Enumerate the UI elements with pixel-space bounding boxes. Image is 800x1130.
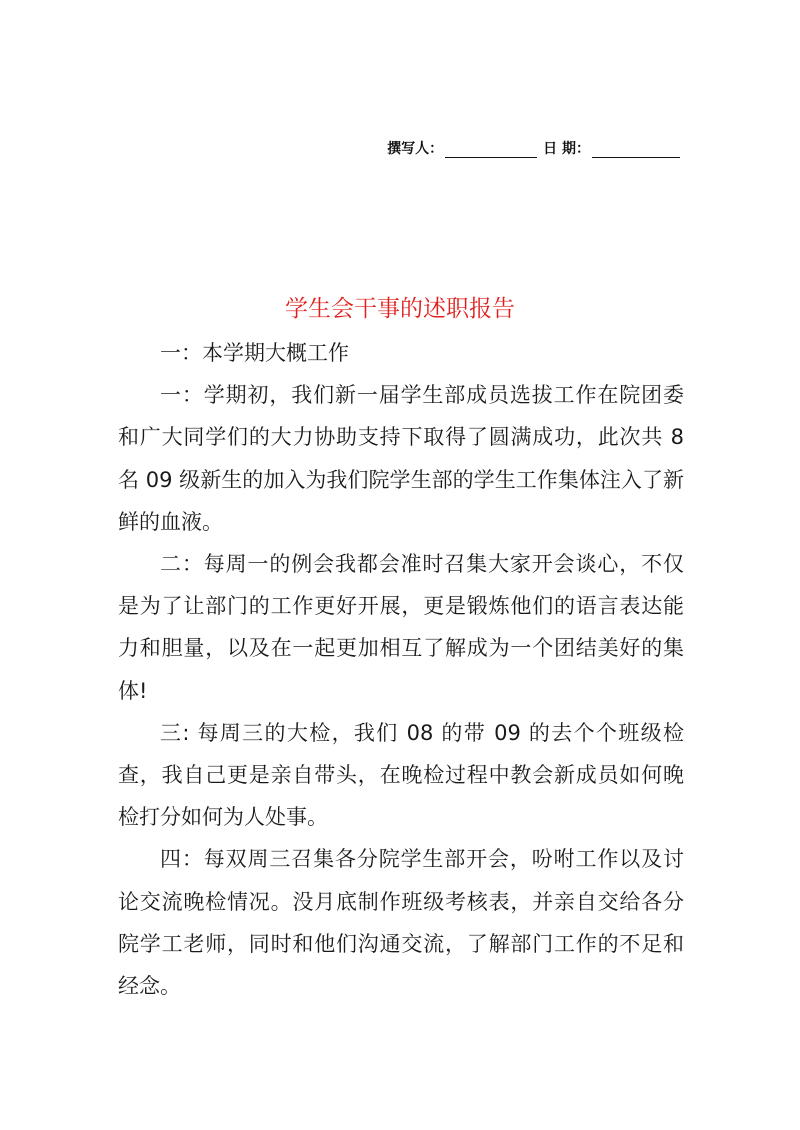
date-blank-line xyxy=(592,143,680,158)
author-label: 撰写人： xyxy=(387,141,444,157)
date-label: 日 期： xyxy=(543,141,590,157)
document-meta xyxy=(387,138,680,158)
author-blank-line xyxy=(445,143,537,158)
paragraph-4: 四：每双周三召集各分院学生部开会，吩咐工作以及讨论交流晚检情况。没月底制作班级考核表，并亲自交给各分院学工老师，同时和他们沟通交流，了解部门工作的不足和经念。 xyxy=(118,847,684,999)
section-heading: 一：本学期大概工作 xyxy=(160,341,349,365)
paragraph-1: 一：学期初，我们新一届学生部成员选拔工作在院团委和广大同学们的大力协助支持下取得了圆满成功，此次共 8 名 09 级新生的加入为我们院学生部的学生工作集体注入了新鲜的血液。 xyxy=(118,383,684,534)
document-title: 学生会干事的述职报告 xyxy=(285,296,515,322)
paragraph-3: 三: 每周三的大检，我们 08 的带 09 的去个个班级检查，我自己更是亲自带头，在晚检过程中教会新成员如何晚检打分如何为人处事。 xyxy=(118,720,684,830)
paragraph-2: 二：每周一的例会我都会准时召集大家开会谈心，不仅是为了让部门的工作更好开展，更是锻炼他们的语言表达能力和胆量，以及在一起更加相互了解成为一个团结美好的集体! xyxy=(118,552,684,703)
document-body xyxy=(118,332,684,1007)
